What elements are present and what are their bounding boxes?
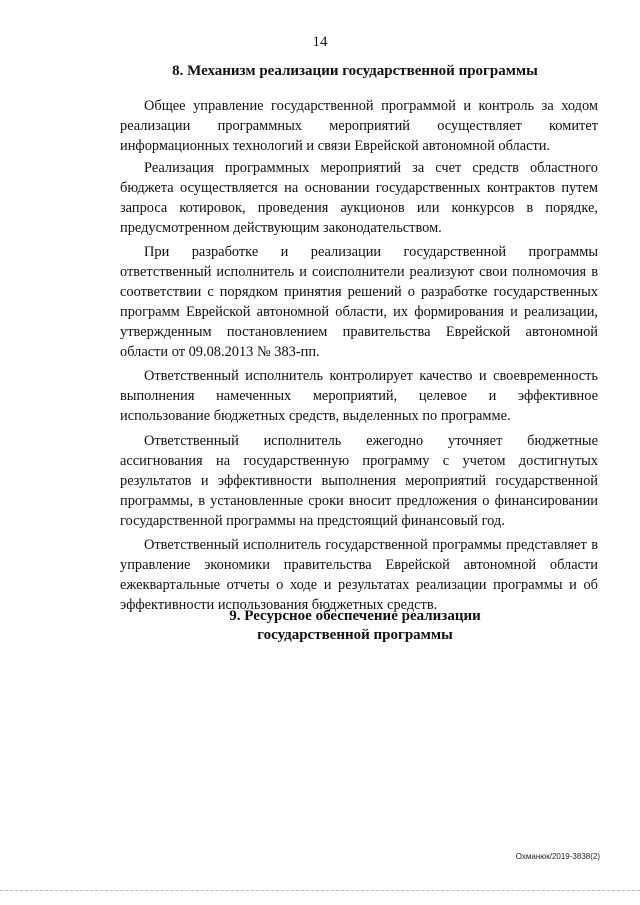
paragraph-development-procedure: При разработке и реализации государственной программы ответственный исполнитель и соисполнители реализуют свои полномочия в соответствии с порядком принятия решений о разработке государственных программ Еврейской автономной области, их формирования и реализации, утвержденным постановлением правительства Еврейской автономной области от 09.08.2013 № 383-пп. (120, 244, 598, 360)
section-8-body (120, 96, 598, 615)
paragraph-quarterly-reports: Ответственный исполнитель государственной программы представляет в управление экономики правительства Еврейской автономной области ежеквартальные отчеты о ходе и результатах реализации программы и об эффективности использования бюджетных средств. (120, 537, 598, 613)
section-8-heading: 8. Механизм реализации государственной программы (172, 63, 538, 79)
section-9-heading (110, 607, 600, 645)
paragraph-quality-control: Ответственный исполнитель контролирует качество и своевременность выполнения намеченных мероприятий, целевое и эффективное использование бюджетных средств, выделенных по программе. (120, 368, 598, 424)
section-9-heading-line-1: 9. Ресурсное обеспечение реализации (229, 608, 481, 624)
section-9-heading-line-2: государственной программы (257, 627, 453, 643)
scan-edge-divider (0, 890, 640, 891)
document-code: Охманюк/2019-3838(2) (515, 852, 600, 861)
paragraph-budget-allocation: Ответственный исполнитель ежегодно уточняет бюджетные ассигнования на государственную программу с учетом достигнутых результатов и эффективности выполнения мероприятий государственной программы, в установленные сроки вносит предложения о финансировании государственной программы на предстоящий финансовый год. (120, 433, 598, 529)
page-number: 14 (312, 34, 328, 50)
paragraph-general-management: Общее управление государственной программой и контроль за ходом реализации программных мероприятий осуществляет комитет информационных технологий и связи Еврейской автономной области. (120, 98, 598, 154)
paragraph-implementation-funding: Реализация программных мероприятий за счет средств областного бюджета осуществляется на основании государственных контрактов путем запроса котировок, проведения аукционов или конкурсов в порядке, предусмотренном действующим законодательством. (120, 160, 598, 236)
